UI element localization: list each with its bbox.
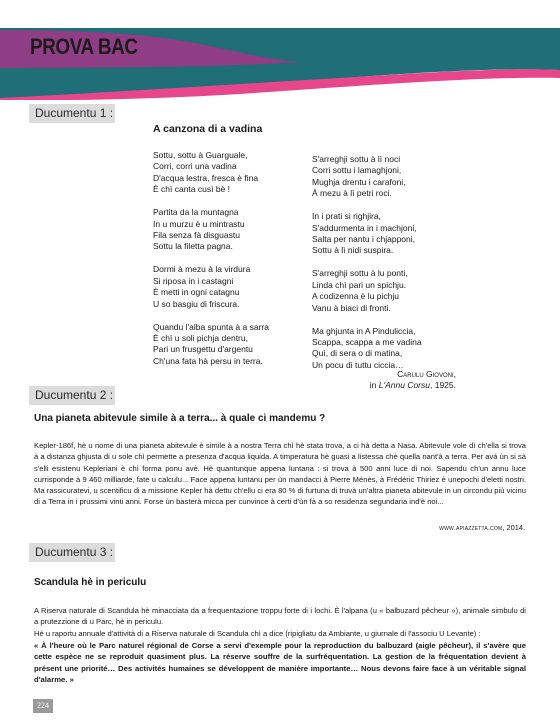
stanza — [153, 207, 283, 253]
poem-left-column — [153, 150, 283, 379]
poem-line: S'addurmenta in i machjoni, — [312, 222, 417, 233]
poem-right-column — [312, 154, 462, 383]
document-3-label: Ducumentu 3 : — [29, 543, 115, 562]
poem-line: Dormi à mezu à la virdura — [153, 264, 251, 275]
poem-line: In u murzu è u mintrastu — [153, 218, 245, 229]
poem-line: Ma ghjunta in A Pinduliccia, — [312, 325, 416, 336]
poem-line: S'arreghji sottu à lì noci — [312, 154, 401, 164]
source-year: , 2014. — [502, 523, 525, 532]
poem-credit — [256, 369, 456, 392]
stanza — [312, 268, 462, 314]
poem-line: In i prati si righjira, — [312, 211, 381, 222]
poem-line: Si riposa in i castagni — [153, 275, 234, 286]
poem-line: Ch'una fata hà persu in terra. — [153, 355, 263, 366]
source-prefix: in — [369, 380, 379, 391]
document-2-label: Ducumentu 2 : — [29, 386, 115, 405]
poem-line: Vanu à biaci di fronti. — [312, 302, 391, 313]
poem-line: Corri sottu i lamaghjoni, — [312, 165, 402, 176]
poem-line: Partita da la muntagna — [153, 207, 239, 218]
poem-line: Sottu à lì nidi suspira. — [312, 245, 394, 256]
document-3-heading: Scandula hè in periculu — [34, 577, 147, 588]
stanza — [153, 264, 283, 310]
poem-line: È metti in ogni catagnu — [153, 287, 240, 298]
poem-line: Sottu, sottu à Guarguale, — [153, 150, 248, 160]
poem-line: U so basgiu di friscura. — [153, 298, 240, 309]
poem-line: Corri, corri una vadina — [153, 161, 237, 172]
poem-line: È chì u soli pichja dentru, — [153, 333, 248, 344]
poem-line: Quì, di sera o di matina, — [312, 348, 403, 359]
page-number: 224 — [33, 699, 53, 713]
source-url: www.apiazzetta.com — [439, 525, 503, 532]
poem-line: Quandu l'alba spunta à a sarra — [153, 321, 269, 332]
source-work: L'Annu Corsu — [378, 380, 430, 391]
poem-line: Pari un frusgettu d'argentu — [153, 344, 253, 355]
poem-line: D'acqua lestra, fresca è fina — [153, 172, 259, 183]
poem-line: Fila senza fà disguastu — [153, 230, 240, 241]
poem-line: È chì canta cusì bè ! — [153, 184, 231, 195]
poem-author: Carulu Giovoni, — [397, 369, 456, 379]
stanza — [312, 211, 462, 257]
poem-line: Un pocu di tuttu ciccia… — [312, 359, 404, 370]
source-year: , 1925. — [430, 380, 456, 391]
poem-line: Mughja drentu i carafoni, — [312, 176, 406, 187]
stanza — [312, 326, 462, 372]
paragraph-text: Hè u raportu annuale d'attività di a Riserva naturale di Scandula chì a dice (ripigliatu da Ambiante, u giurnale di l'associu U Levante) : — [34, 628, 481, 638]
stanza — [153, 150, 283, 196]
document-2-source — [439, 523, 525, 532]
poem-line: S'arreghji sottu à lu ponti, — [312, 268, 408, 279]
paragraph-text: A Riserva naturale di Scandula hè minacciata da a frequentazione troppu forte di i lochi. È l'alpana (u « balbuzard pêcheur »), animale simbulu di a prutezzione di u Parc, hè in periculu. — [34, 606, 526, 627]
poem-title: A canzona di a vadina — [153, 123, 263, 135]
poem-line: Linda chì pari un spichju. — [312, 279, 407, 290]
poem-line: Sottu la filetta pagna. — [153, 241, 233, 252]
document-3-quote: « À l'heure où le Parc naturel régional de Corse a servi d'exemple pour la reproduction du balbuzard (aigle pêcheur), il s'avère que cette espèce ne se reproduit quasiment plus. La réserve souffre de la surfréquentation. La gestion de la fréquentation devient à présent une priorité… Des activités humaines se développent de manière importante… Nous devons faire face à un véritable signal d'alarme. » — [34, 641, 526, 684]
document-3-paragraph — [34, 605, 526, 639]
poem-line: À mezu à lì petri roci. — [312, 188, 392, 199]
document-1-label: Ducumentu 1 : — [29, 104, 115, 123]
document-2-heading: Una pianeta abitevule simile à a terra... à quale ci mandemu ? — [34, 413, 326, 424]
poem-line: Salta per nantu i chjapponi, — [312, 234, 416, 245]
stanza — [312, 154, 462, 200]
poem-line: Scappa, scappa a me vadina — [312, 337, 422, 348]
poem-line: A codizenna è lu pichju — [312, 291, 399, 302]
document-2-paragraph: Kepler-186f, hè u nome di una pianeta abitevule è simile à a nostra Terra chì hè stata trova, a ci hà detta a Nasa. Abitevule vole dì ch'ella si trova à a distanza ghjusta di u sole chì permette a presenza d'acqua liquida. A timperatura hè guasi a listessa chè quella nant'à a terra. Per avà ùn si sà s'elli esistenu Kepleriani è chì forma ponu avè. Hè quantunque appena luntana : si trova à 500 anni luce di noi. Sapendu ch'un annu luce currisponde à 9 460 milliarde, fate u calculu... Face appena luntanu per ùn mandacci à Pierre Ménès, à Frédéric Thiriez è unepochi d'eletti nostri. Ma rassicuratevi, u scentificu di a missione Kepler hà dettu ch'ellu ci era 80 % di furtuna di truvà un'altra pianeta abitevule in un circondu più vicinu di a Terra in i prussimi vinti anni. Forse ùn basterà micca per cunvince à certi d'ùn fà a so residenza segundaria ind'è noi... — [34, 441, 526, 507]
page-title: PROVA BAC — [30, 34, 138, 59]
stanza — [153, 322, 283, 368]
